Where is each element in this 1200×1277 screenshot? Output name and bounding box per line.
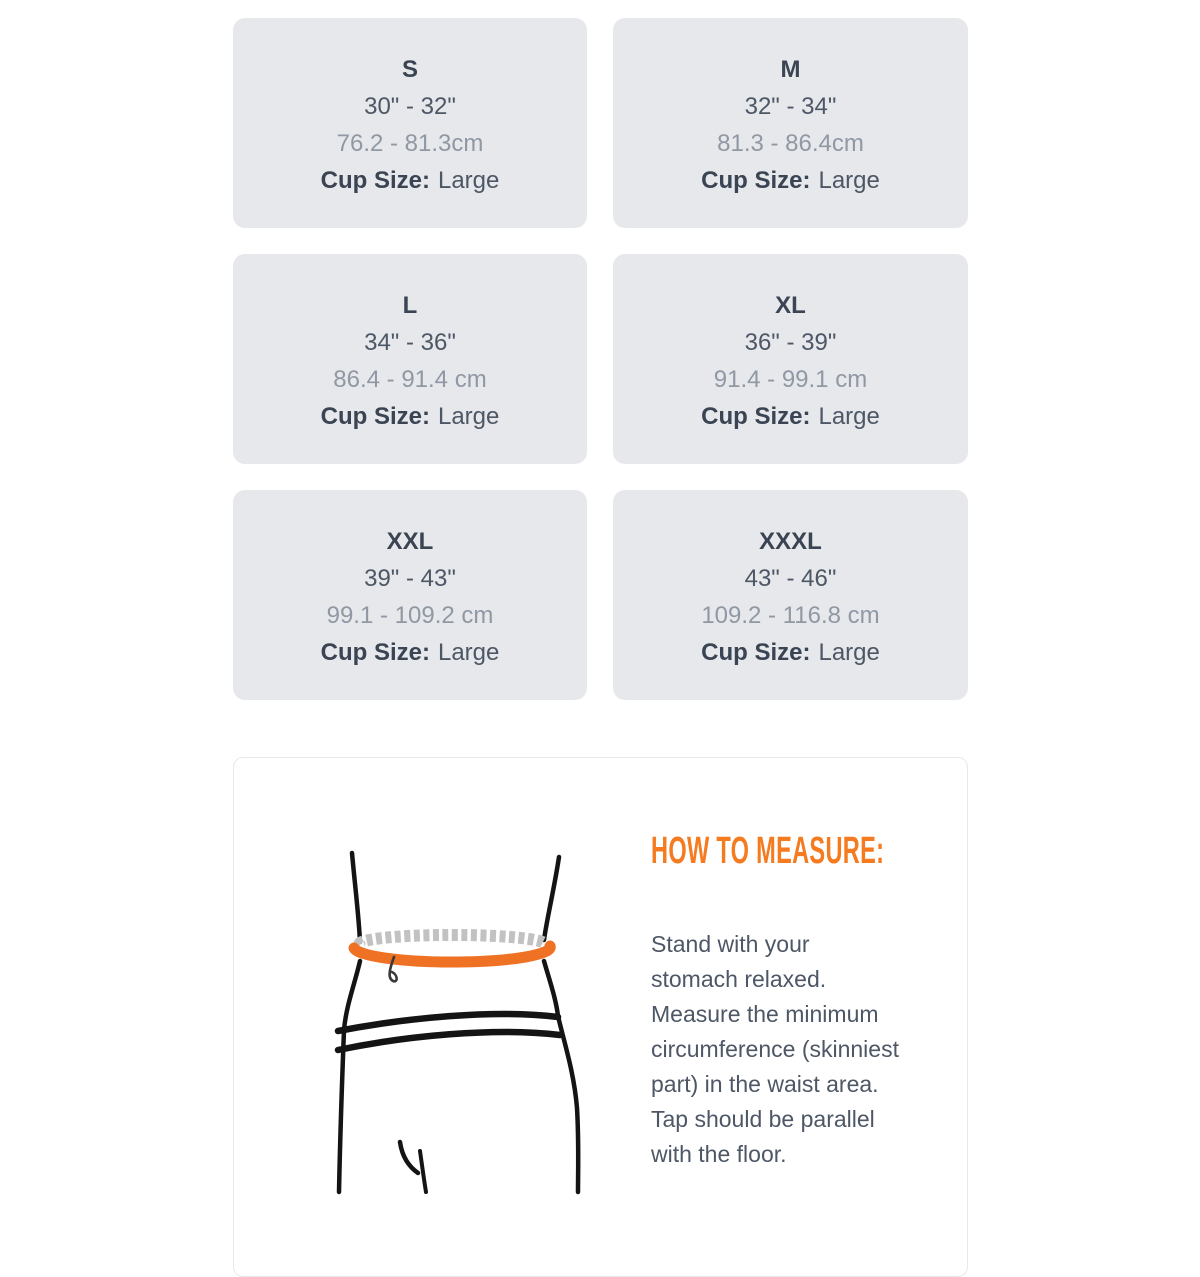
hip-right-line [544,961,578,1192]
size-range-cm: 91.4 - 99.1 cm [713,366,868,393]
cup-size-label: Cup Size: [320,167,430,194]
tape-tick-marks [359,935,544,945]
cup-size-row [701,634,880,671]
waist-measurement-illustration [300,820,640,1230]
size-range-cm: 109.2 - 116.8 cm [701,602,880,629]
how-to-measure-instructions: Stand with your stomach relaxed. Measure the minimum circumference (skinniest part) in the waist area. Tap should be parallel with the floor. [651,931,899,1167]
cup-size-value: Large [437,639,500,666]
size-label: XXL [386,528,434,555]
torso-left-line [352,853,360,942]
how-to-measure-card [233,757,968,1277]
inner-thigh-line [420,1151,426,1192]
cup-size-label: Cup Size: [701,403,811,430]
cup-size-label: Cup Size: [701,639,811,666]
cup-size-value: Large [818,403,880,430]
size-card-s [233,18,587,228]
torso-right-line [544,857,559,940]
cup-size-row [701,162,880,199]
cup-size-value: Large [818,639,880,666]
cup-size-row [701,398,880,435]
size-card-l [233,254,587,464]
size-range-cm: 76.2 - 81.3cm [336,130,484,157]
measuring-tape [354,946,550,962]
size-range-inches: 30" - 32" [364,93,456,120]
size-range-inches: 34" - 36" [364,329,456,356]
size-label: XL [775,292,806,319]
cup-size-value: Large [437,167,500,194]
size-chart-grid [233,18,968,700]
size-range-inches: 43" - 46" [744,565,837,592]
cup-size-value: Large [437,403,500,430]
size-label: S [401,56,418,83]
size-range-inches: 32" - 34" [744,93,837,120]
cup-size-row [321,398,500,435]
cup-size-label: Cup Size: [701,167,811,194]
how-to-measure-heading: HOW TO MEASURE: [651,830,885,872]
cup-size-value: Large [818,167,880,194]
size-card-xxxl [613,490,968,700]
size-range-inches: 39" - 43" [364,565,456,592]
size-label: L [402,292,418,319]
waistband-top-line [338,1014,558,1031]
size-card-m [613,18,968,228]
size-range-cm: 86.4 - 91.4 cm [333,366,487,393]
size-range-cm: 99.1 - 109.2 cm [326,602,494,629]
cup-size-label: Cup Size: [320,639,430,666]
size-range-cm: 81.3 - 86.4cm [717,130,864,157]
size-card-xl [613,254,968,464]
size-label: XXXL [759,528,822,555]
inner-thigh-curve [400,1142,418,1173]
waist-measurement-figure [300,820,640,1230]
size-range-inches: 36" - 39" [744,329,837,356]
hip-left-line [339,961,360,1192]
cup-size-label: Cup Size: [320,403,430,430]
how-to-measure-section [651,830,909,1172]
size-label: M [780,56,801,83]
size-card-xxl [233,490,587,700]
waistband-bottom-line [338,1032,560,1050]
cup-size-row [321,162,500,199]
size-chart-page [233,18,968,1277]
cup-size-row [321,634,500,671]
